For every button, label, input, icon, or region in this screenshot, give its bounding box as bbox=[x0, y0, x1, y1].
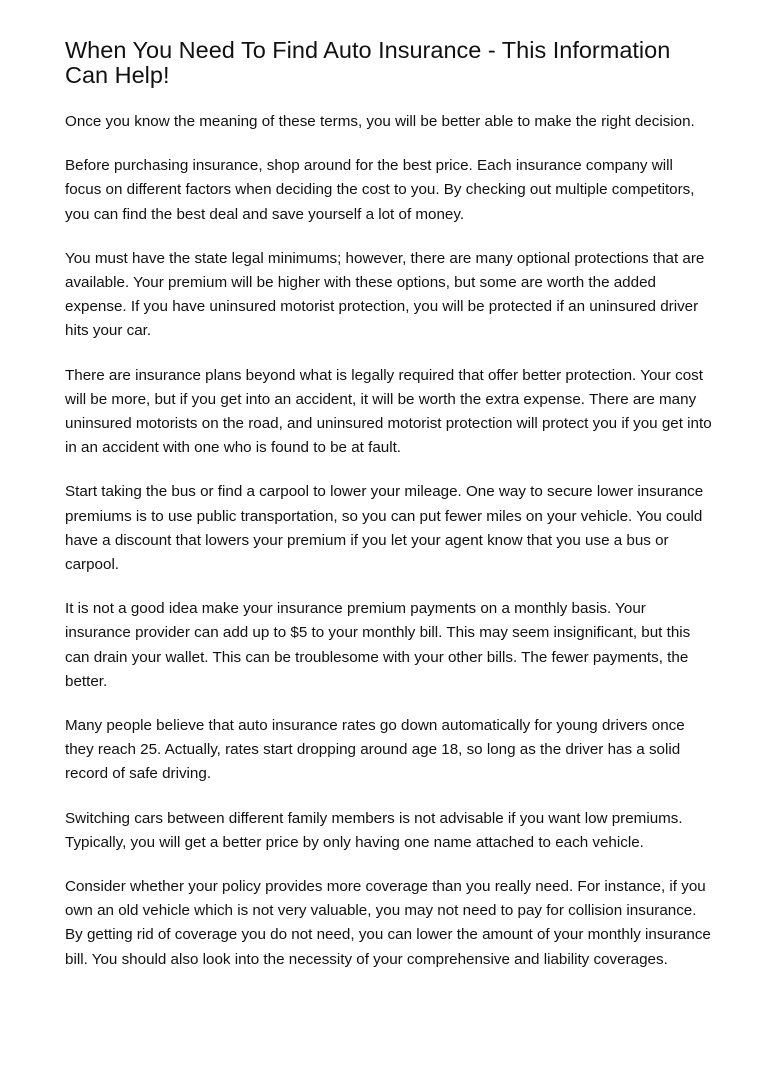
paragraph: There are insurance plans beyond what is legally required that offer better protection. Your cost will be more, but if you get into an accident, it will be worth the extra expense. There are many uninsured motorists on the road, and uninsured motorist protection will protect you if you get into in an accident with one who is found to be at fault. bbox=[65, 366, 712, 457]
paragraph: Once you know the meaning of these terms, you will be better able to make the right decision. bbox=[65, 113, 695, 130]
paragraph: Start taking the bus or find a carpool to lower your mileage. One way to secure lower insurance premiums is to use public transportation, so you can put fewer miles on your vehicle. You could have a discount that lowers your premium if you let your agent know that you use a bus or carpool. bbox=[65, 483, 704, 574]
paragraph: You must have the state legal minimums; however, there are many optional protections that are available. Your premium will be higher with these options, but some are worth the added expense. If you have uninsured motorist protection, you will be protected if an uninsured driver hits your car. bbox=[65, 249, 705, 340]
paragraph: Switching cars between different family members is not advisable if you want low premiums. Typically, you will get a better price by only having one name attached to each vehicle. bbox=[65, 809, 683, 851]
paragraph: Before purchasing insurance, shop around for the best price. Each insurance company will focus on different factors when deciding the cost to you. By checking out multiple competitors, you can find the best deal and save yourself a lot of money. bbox=[65, 157, 695, 223]
paragraph: It is not a good idea make your insurance premium payments on a monthly basis. Your insurance provider can add up to $5 to your monthly bill. This may seem insignificant, but this can drain your wallet. This can be troublesome with your other bills. The fewer payments, the better. bbox=[65, 600, 691, 690]
paragraph: Consider whether your policy provides more coverage than you really need. For instance, if you own an old vehicle which is not very valuable, you may not need to pay for collision insurance. By getting rid of coverage you do not need, you can lower the amount of your monthly insurance bill. You should also look into the necessity of your comprehensive and liability coverages. bbox=[65, 878, 711, 968]
page-title: When You Need To Find Auto Insurance - This Information Can Help! bbox=[65, 37, 671, 88]
paragraph: Many people believe that auto insurance rates go down automatically for young drivers once they reach 25. Actually, rates start dropping around age 18, so long as the driver has a solid record of safe driving. bbox=[65, 717, 685, 783]
